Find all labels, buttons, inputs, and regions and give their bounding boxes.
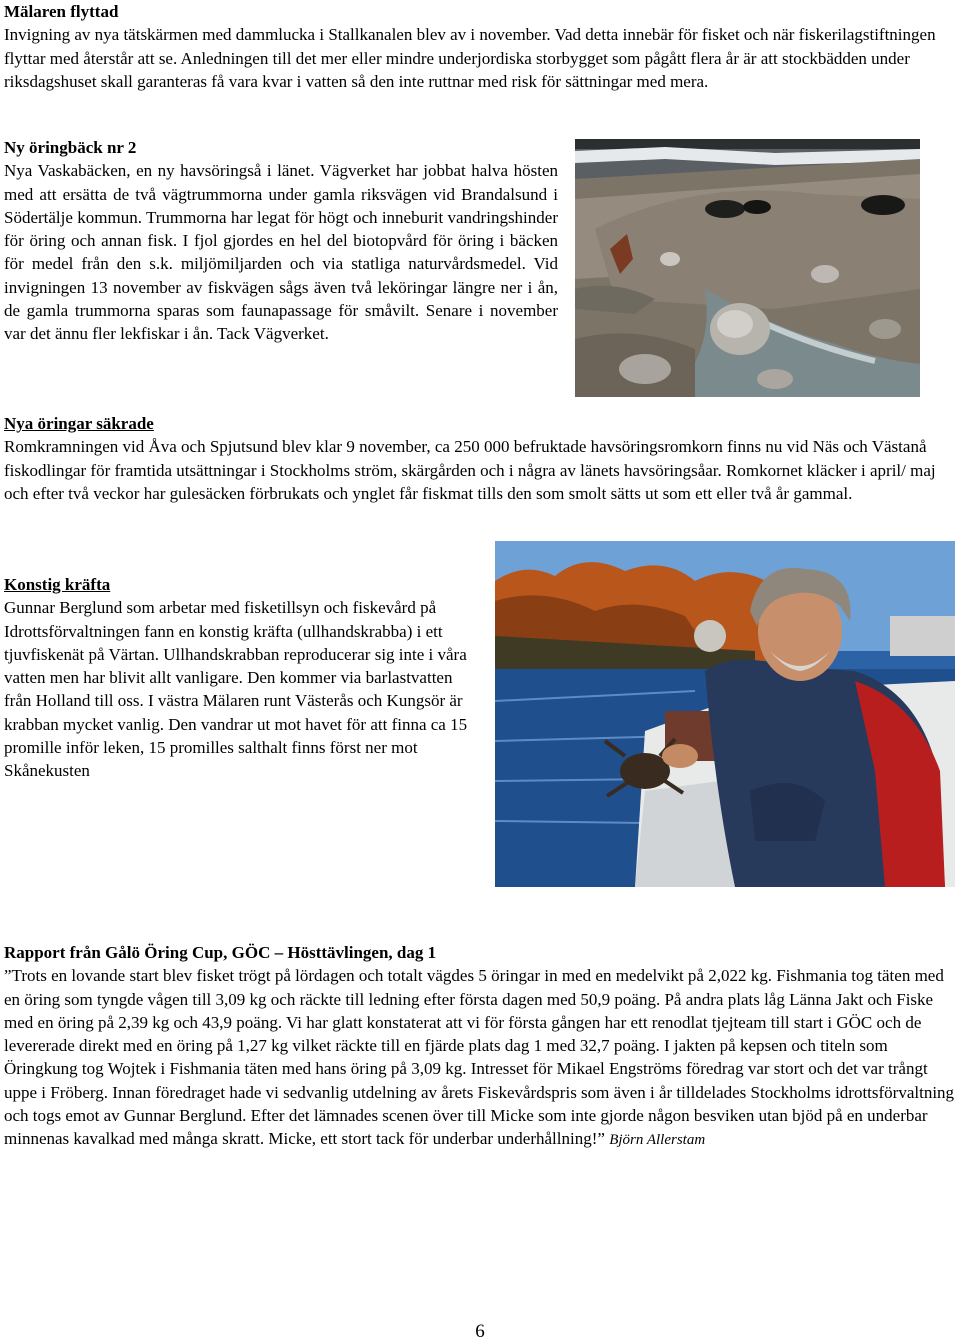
section-oringback <box>4 136 558 346</box>
section-goc-rapport <box>4 941 956 1153</box>
heading-malaren-flyttad: Mälaren flyttad <box>4 2 119 21</box>
man-with-crab-photo <box>495 541 955 887</box>
heading-nya-oringar-sakrade: Nya öringar säkrade <box>4 414 154 433</box>
text-konstig-krafta: Gunnar Berglund som arbetar med fisketillsyn och fiskevård på Idrottsförvaltningen fann en konstig kräfta (ullhandskrabba) i ett tjuvfiskenät på Värtan. Ullhandskrabban reproducerar sig inte i våra vatten men har blivit allt vanligare. Den kommer via barlastvatten från Holland till oss. I västra Mälaren runt Västerås och Kungsör är krabban mycket vanlig. Den vandrar ut mot havet för att finna ca 15 promille inför leken, 15 promilles salthalt finns först ner mot Skånekusten <box>4 598 468 781</box>
text-goc-rapport: ”Trots en lovande start blev fisket trögt på lördagen och totalt vägdes 5 öringar in med en medelvikt på 2,022 kg. Fishmania tog täten med en öring som tyngde vågen till 3,09 kg och räckte till ledning efter första dagen med 50,9 poäng. På andra plats låg Länna Jakt och Fiske med en öring på 2,39 kg och 43,9 poäng. Vi har glatt konstaterat att vi för första gången har ett renodlat tjejteam till start i GÖC och de levererade direkt med en öring på 1,27 kg vilket räckte till en fjärde plats dag 1 med 32,7 poäng. I jakten på kepsen och titeln som Öringkung tog Wojtek i Fishmania täten med hans öring på 3,09 kg. Intresset för Mikael Engströms föredrag var stort och det var trångt uppe i Fröberg. Innan föredraget hade vi sedvanlig utdelning av årets Fiskevårdspris som även i år tilldelades Stockholms idrottsförvaltning och togs emot av Gunnar Berglund. Efter det lämnades scenen över till Micke som inte gjorde någon besviken utan bjöd på en underbar minnenas kavalkad med många skratt. Micke, ett stort tack för underbar underhållning!” <box>4 966 955 1149</box>
heading-goc-rapport: Rapport från Gålö Öring Cup, GÖC – Hösttävlingen, dag 1 <box>4 943 437 962</box>
text-malaren-flyttad: Invigning av nya tätskärmen med dammlucka i Stallkanalen blev av i november. Vad detta innebär för fisket och när fiskerilagstiftningen flyttar med återstår att se. Anledningen till det mer eller mindre underjordiska storbygget som pågått flera år är att stockbädden under riksdagshuset skall garanteras få vara kvar i vatten så den inte ruttnar med risk för sättningar med mera. <box>4 25 936 91</box>
page-number: 6 <box>475 1321 485 1342</box>
section-konstig-krafta <box>4 573 482 783</box>
heading-konstig-krafta: Konstig kräfta <box>4 575 111 594</box>
stream-culvert-photo <box>575 139 920 397</box>
section-nya-oringar <box>4 412 956 505</box>
text-ny-oringback: Nya Vaskabäcken, en ny havsöringså i länet. Vägverket har jobbat halva hösten med att ersätta de två vägtrummorna under gamla riksvägen vid Brandalsund i Södertälje kommun. Trummorna har legat för högt och inneburit vandringshinder för öring och annan fisk. I fjol gjordes en hel del biotopvård för öring i bäcken för medel från den s.k. miljömiljarden och via statliga naturvårdsmedel. Vid invigningen 13 november av fiskvägen sågs även två leköringar längre ner i ån, de gamla trummorna sparas som faunapassage för småvilt. Senare i november var det ännu fler lekfiskar i ån. Tack Vägverket. <box>4 161 558 344</box>
section-malaren <box>4 0 956 93</box>
heading-ny-oringback: Ny öringbäck nr 2 <box>4 138 137 157</box>
author-signature: Björn Allerstam <box>609 1132 706 1149</box>
text-nya-oringar-sakrade: Romkramningen vid Åva och Spjutsund blev klar 9 november, ca 250 000 befruktade havsöringsromkorn finns nu vid Näs och Västanå fiskodlingar för framtida utsättningar i Stockholms ström, skärgården och i några av länets havsöringsåar. Romkornet kläcker i april/ maj och efter två veckor har gulesäcken förbrukats och ynglet får fiskmat tills den som smolt sätts ut som ett eller två år gammal. <box>4 437 936 503</box>
